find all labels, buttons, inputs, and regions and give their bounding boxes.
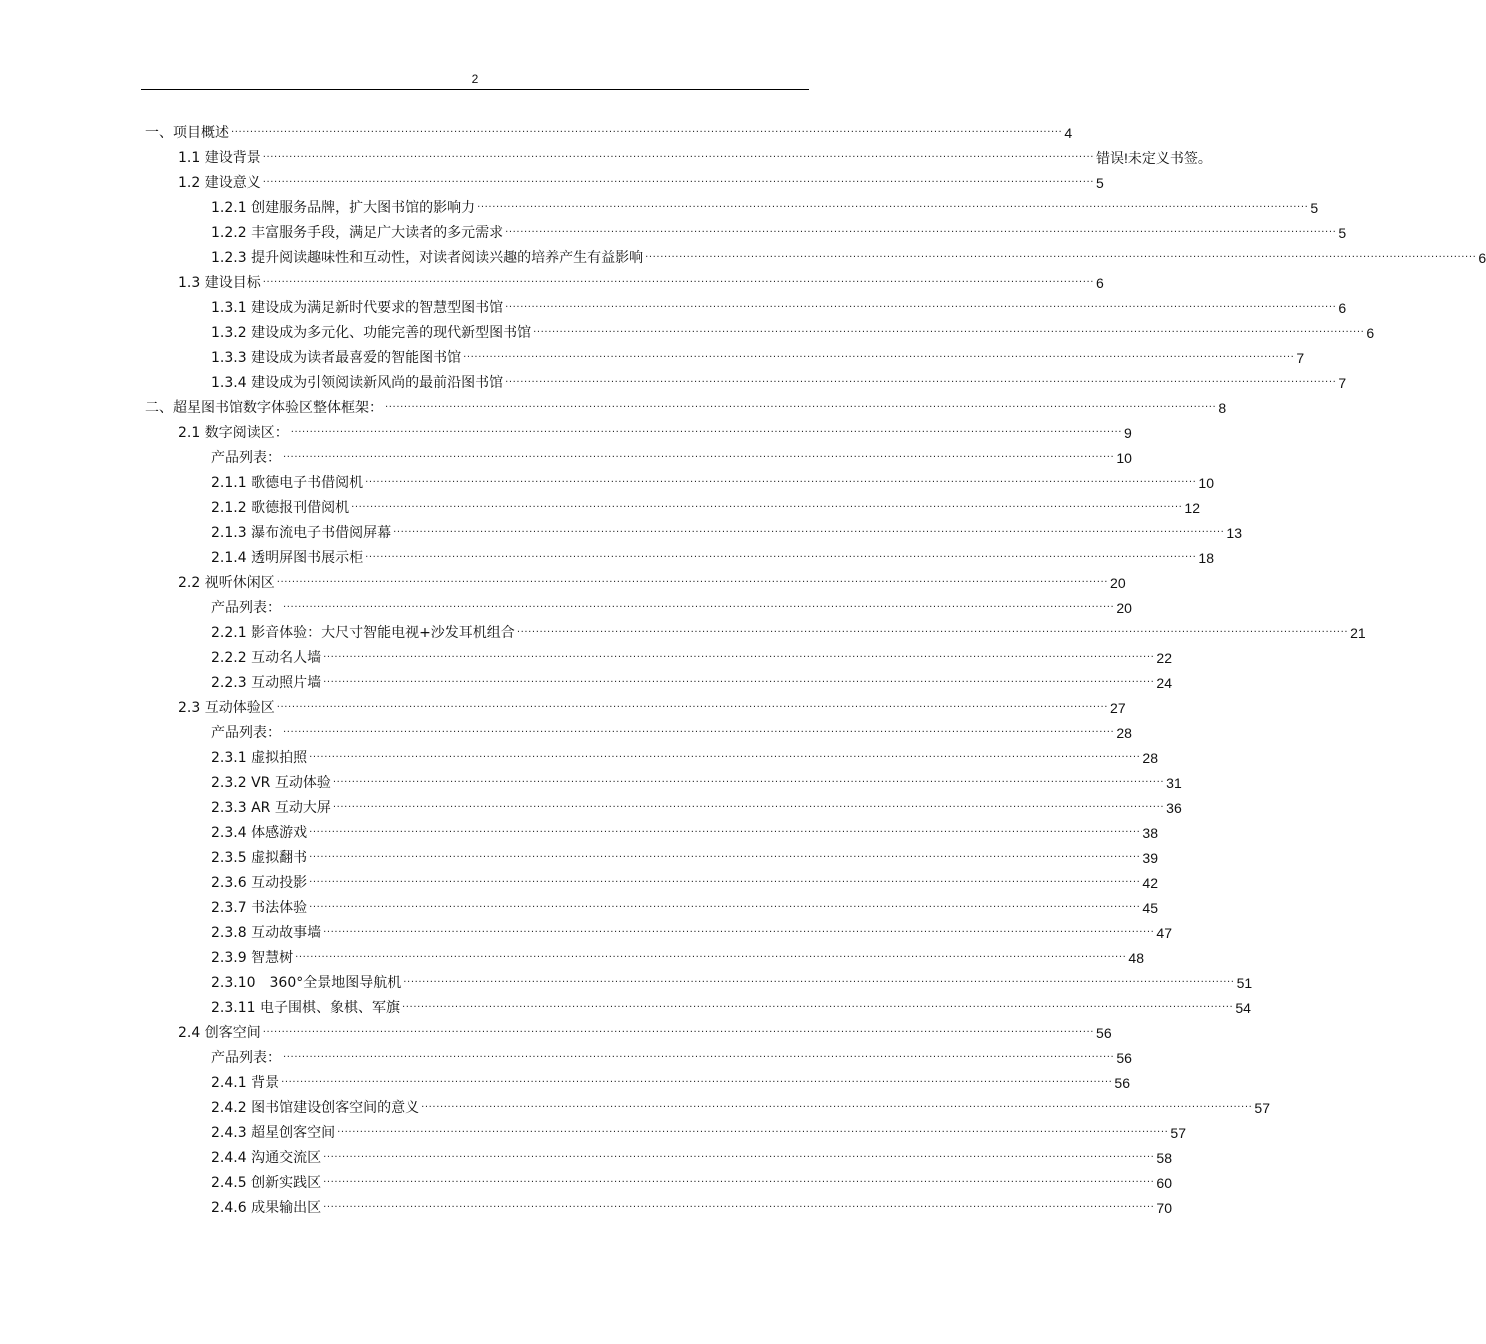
toc-entry-title: 2.4.5 创新实践区 (211, 1175, 322, 1191)
toc-entry-page: 57 (1170, 1125, 1186, 1141)
toc-leader-dots: ............................................................................................................................................................................................................................ (385, 399, 1217, 410)
toc-entry-page: 错误!未定义书签。 (1096, 150, 1212, 166)
toc-entry[interactable] (211, 667, 1172, 692)
toc-entry-page: 47 (1156, 925, 1172, 941)
toc-entry-title: 产品列表： (211, 725, 281, 741)
toc-leader-dots: ............................................................................................................................................................................................................................ (283, 1049, 1115, 1060)
toc-entry-title: 产品列表： (211, 450, 281, 466)
toc-entry-title: 1.2.3 提升阅读趣味性和互动性，对读者阅读兴趣的培养产生有益影响 (211, 250, 644, 266)
toc-entry-title: 二、超星图书馆数字体验区整体框架： (145, 400, 383, 416)
toc-entry-page: 60 (1156, 1175, 1172, 1191)
toc-entry-title: 2.3.4 体感游戏 (211, 825, 308, 841)
toc-entry[interactable] (211, 717, 1132, 742)
toc-entry-page: 12 (1184, 500, 1200, 516)
toc-leader-dots: ............................................................................................................................................................................................................................ (332, 799, 1165, 810)
toc-entry[interactable] (211, 542, 1214, 567)
toc-entry-title: 2.3.11 电子围棋、象棋、军旗 (211, 1000, 400, 1016)
toc-leader-dots: ............................................................................................................................................................................................................................ (283, 599, 1115, 610)
toc-entry-page: 4 (1064, 125, 1073, 141)
toc-entry-title: 1.2 建设意义 (178, 175, 261, 191)
toc-entry-page: 57 (1254, 1100, 1270, 1116)
toc-leader-dots: ............................................................................................................................................................................................................................ (231, 124, 1063, 135)
toc-entry-title: 2.4.1 背景 (211, 1075, 280, 1091)
toc-entry-title: 2.1.1 歌德电子书借阅机 (211, 475, 364, 491)
toc-leader-dots: ............................................................................................................................................................................................................................ (323, 924, 1155, 935)
toc-entry-title: 2.3 互动体验区 (178, 700, 275, 716)
toc-entry-title: 2.1.4 透明屏图书展示柜 (211, 550, 364, 566)
toc-entry[interactable] (211, 217, 1347, 242)
toc-entry[interactable] (211, 342, 1305, 367)
toc-entry[interactable] (211, 892, 1158, 917)
toc-entry-title: 2.4.3 超星创客空间 (211, 1125, 336, 1141)
toc-entry[interactable] (178, 417, 1132, 442)
toc-entry-title: 2.3.2 VR 互动体验 (211, 775, 331, 791)
toc-entry[interactable] (211, 792, 1182, 817)
toc-entry[interactable] (211, 1192, 1172, 1217)
toc-leader-dots: ............................................................................................................................................................................................................................ (262, 174, 1095, 185)
toc-entry-title: 2.3.9 智慧树 (211, 950, 294, 966)
toc-entry-title: 2.2.2 互动名人墙 (211, 650, 322, 666)
toc-entry-title: 1.2.1 创建服务品牌，扩大图书馆的影响力 (211, 200, 476, 216)
toc-leader-dots: ............................................................................................................................................................................................................................ (516, 624, 1349, 635)
toc-entry-title: 2.3.10 360°全景地图导航机 (211, 975, 402, 991)
toc-entry[interactable] (211, 1117, 1186, 1142)
toc-entry[interactable] (211, 742, 1158, 767)
toc-leader-dots: ............................................................................................................................................................................................................................ (351, 499, 1183, 510)
toc-entry-page: 8 (1218, 400, 1227, 416)
toc-entry-page: 56 (1096, 1025, 1112, 1041)
toc-entry-title: 产品列表： (211, 1050, 281, 1066)
toc-entry[interactable] (211, 992, 1251, 1017)
toc-leader-dots: ............................................................................................................................................................................................................................ (309, 824, 1141, 835)
toc-entry[interactable] (211, 917, 1172, 942)
toc-entry-title: 一、项目概述 (145, 125, 229, 141)
toc-entry-title: 产品列表： (211, 600, 281, 616)
toc-entry-title: 1.3.2 建设成为多元化、功能完善的现代新型图书馆 (211, 325, 532, 341)
toc-entry-title: 2.4 创客空间 (178, 1025, 261, 1041)
toc-entry-title: 2.3.1 虚拟拍照 (211, 750, 308, 766)
toc-entry[interactable] (178, 1017, 1112, 1042)
toc-leader-dots: ............................................................................................................................................................................................................................ (505, 224, 1337, 235)
toc-entry-page: 5 (1338, 225, 1347, 241)
toc-entry[interactable] (211, 317, 1375, 342)
toc-leader-dots: ............................................................................................................................................................................................................................ (283, 724, 1115, 735)
toc-entry-page: 5 (1310, 200, 1319, 216)
toc-entry-title: 2.2 视听休闲区 (178, 575, 275, 591)
toc-leader-dots: ............................................................................................................................................................................................................................ (281, 1074, 1113, 1085)
page-number: 2 (471, 72, 479, 86)
toc-entry-title: 1.2.2 丰富服务手段，满足广大读者的多元需求 (211, 225, 504, 241)
toc-entry-page: 7 (1296, 350, 1305, 366)
toc-entry[interactable] (211, 867, 1158, 892)
toc-entry-page: 10 (1198, 475, 1214, 491)
toc-entry-page: 21 (1350, 625, 1366, 641)
toc-entry-title: 2.1 数字阅读区： (178, 425, 289, 441)
toc-leader-dots: ............................................................................................................................................................................................................................ (276, 699, 1109, 710)
toc-entry-page: 56 (1114, 1075, 1130, 1091)
toc-leader-dots: ............................................................................................................................................................................................................................ (645, 249, 1477, 260)
toc-entry-title: 2.3.5 虚拟翻书 (211, 850, 308, 866)
toc-entry-page: 5 (1096, 175, 1104, 191)
toc-entry-page: 39 (1142, 850, 1158, 866)
toc-entry-page: 70 (1156, 1200, 1172, 1216)
toc-entry[interactable] (211, 442, 1132, 467)
toc-leader-dots: ............................................................................................................................................................................................................................ (283, 449, 1115, 460)
toc-leader-dots: ............................................................................................................................................................................................................................ (323, 1199, 1155, 1210)
toc-entry-page: 7 (1338, 375, 1347, 391)
toc-entry[interactable] (211, 492, 1200, 517)
toc-entry-title: 2.3.8 互动故事墙 (211, 925, 322, 941)
toc-entry[interactable] (211, 517, 1242, 542)
toc-entry[interactable] (211, 1042, 1132, 1067)
toc-leader-dots: ............................................................................................................................................................................................................................ (309, 899, 1141, 910)
toc-entry-page: 6 (1096, 275, 1104, 291)
toc-leader-dots: ............................................................................................................................................................................................................................ (262, 274, 1095, 285)
toc-entry-page: 9 (1124, 425, 1132, 441)
toc-entry[interactable] (145, 117, 1073, 142)
toc-entry-title: 1.3.4 建设成为引领阅读新风尚的最前沿图书馆 (211, 375, 504, 391)
toc-leader-dots: ............................................................................................................................................................................................................................ (323, 649, 1155, 660)
toc-entry-page: 20 (1116, 600, 1132, 616)
toc-entry-page: 22 (1156, 650, 1172, 666)
toc-entry-title: 2.4.2 图书馆建设创客空间的意义 (211, 1100, 420, 1116)
toc-leader-dots: ............................................................................................................................................................................................................................ (290, 424, 1123, 435)
toc-entry-title: 2.3.3 AR 互动大屏 (211, 800, 331, 816)
toc-leader-dots: ............................................................................................................................................................................................................................ (365, 549, 1197, 560)
toc-entry-title: 2.1.3 瀑布流电子书借阅屏幕 (211, 525, 392, 541)
toc-entry-title: 1.3.3 建设成为读者最喜爱的智能图书馆 (211, 350, 462, 366)
toc-entry-page: 45 (1142, 900, 1158, 916)
toc-entry[interactable] (211, 1142, 1172, 1167)
toc-entry-page: 48 (1128, 950, 1144, 966)
toc-entry-page: 6 (1478, 250, 1486, 266)
toc-entry-title: 1.1 建设背景 (178, 150, 261, 166)
toc-entry-title: 2.4.6 成果输出区 (211, 1200, 322, 1216)
toc-entry-page: 18 (1198, 550, 1214, 566)
toc-leader-dots: ............................................................................................................................................................................................................................ (365, 474, 1197, 485)
toc-leader-dots: ............................................................................................................................................................................................................................ (505, 299, 1337, 310)
toc-entry-page: 31 (1166, 775, 1182, 791)
toc-entry[interactable] (211, 967, 1253, 992)
toc-entry-page: 28 (1116, 725, 1132, 741)
toc-entry[interactable] (178, 142, 1212, 167)
toc-leader-dots: ............................................................................................................................................................................................................................ (533, 324, 1365, 335)
toc-leader-dots: ............................................................................................................................................................................................................................ (262, 149, 1095, 160)
toc-entry-title: 2.3.6 互动投影 (211, 875, 308, 891)
toc-entry[interactable] (211, 817, 1158, 842)
toc-leader-dots: ............................................................................................................................................................................................................................ (337, 1124, 1169, 1135)
toc-entry-page: 54 (1235, 1000, 1251, 1016)
toc-entry[interactable] (211, 467, 1214, 492)
toc-entry-page: 51 (1236, 975, 1253, 991)
toc-leader-dots: ............................................................................................................................................................................................................................ (309, 749, 1141, 760)
toc-leader-dots: ............................................................................................................................................................................................................................ (421, 1099, 1253, 1110)
toc-entry[interactable] (178, 567, 1126, 592)
toc-entry-page: 58 (1156, 1150, 1172, 1166)
toc-entry[interactable] (211, 1067, 1130, 1092)
toc-entry[interactable] (211, 1092, 1270, 1117)
toc-leader-dots: ............................................................................................................................................................................................................................ (463, 349, 1295, 360)
toc-entry-page: 42 (1142, 875, 1158, 891)
toc-entry-page: 24 (1156, 675, 1172, 691)
toc-leader-dots: ............................................................................................................................................................................................................................ (403, 974, 1235, 985)
toc-entry-title: 2.3.7 书法体验 (211, 900, 308, 916)
toc-entry-title: 1.3 建设目标 (178, 275, 261, 291)
toc-entry-title: 1.3.1 建设成为满足新时代要求的智慧型图书馆 (211, 300, 504, 316)
toc-entry-title: 2.2.1 影音体验：大尺寸智能电视+沙发耳机组合 (211, 625, 515, 641)
toc-entry-page: 56 (1116, 1050, 1132, 1066)
toc-entry[interactable] (211, 1167, 1172, 1192)
toc-entry[interactable] (178, 267, 1104, 292)
toc-entry-page: 28 (1142, 750, 1158, 766)
toc-entry[interactable] (211, 842, 1158, 867)
toc-entry[interactable] (211, 592, 1132, 617)
toc-entry[interactable] (211, 367, 1347, 392)
toc-entry[interactable] (211, 942, 1144, 967)
toc-leader-dots: ............................................................................................................................................................................................................................ (262, 1024, 1095, 1035)
toc-entry-title: 2.2.3 互动照片墙 (211, 675, 322, 691)
toc-entry[interactable] (211, 292, 1347, 317)
toc-leader-dots: ............................................................................................................................................................................................................................ (309, 874, 1141, 885)
toc-leader-dots: ............................................................................................................................................................................................................................ (477, 199, 1309, 210)
toc-entry-title: 2.4.4 沟通交流区 (211, 1150, 322, 1166)
toc-leader-dots: ............................................................................................................................................................................................................................ (276, 574, 1109, 585)
toc-entry-page: 10 (1116, 450, 1132, 466)
toc-entry[interactable] (211, 642, 1172, 667)
toc-leader-dots: ............................................................................................................................................................................................................................ (295, 949, 1127, 960)
toc-entry[interactable] (178, 692, 1126, 717)
toc-leader-dots: ............................................................................................................................................................................................................................ (309, 849, 1141, 860)
toc-leader-dots: ............................................................................................................................................................................................................................ (505, 374, 1337, 385)
header-rule (141, 89, 809, 90)
toc-entry-page: 20 (1110, 575, 1126, 591)
toc-entry-page: 38 (1142, 825, 1158, 841)
toc-leader-dots: ............................................................................................................................................................................................................................ (323, 674, 1155, 685)
toc-leader-dots: ............................................................................................................................................................................................................................ (323, 1174, 1155, 1185)
toc-leader-dots: ............................................................................................................................................................................................................................ (393, 524, 1225, 535)
toc-entry-page: 6 (1366, 325, 1375, 341)
toc-entry[interactable] (178, 167, 1104, 192)
toc-leader-dots: ............................................................................................................................................................................................................................ (401, 999, 1234, 1010)
toc-leader-dots: ............................................................................................................................................................................................................................ (323, 1149, 1155, 1160)
toc-entry[interactable] (211, 767, 1182, 792)
toc-entry-page: 13 (1226, 525, 1242, 541)
toc-entry[interactable] (211, 242, 1486, 267)
toc-entry-title: 2.1.2 歌德报刊借阅机 (211, 500, 350, 516)
toc-entry[interactable] (145, 392, 1227, 417)
toc-entry[interactable] (211, 617, 1366, 642)
toc-leader-dots: ............................................................................................................................................................................................................................ (332, 774, 1165, 785)
toc-entry-page: 27 (1110, 700, 1126, 716)
toc-entry-page: 6 (1338, 300, 1347, 316)
toc-entry[interactable] (211, 192, 1319, 217)
toc-entry-page: 36 (1166, 800, 1182, 816)
